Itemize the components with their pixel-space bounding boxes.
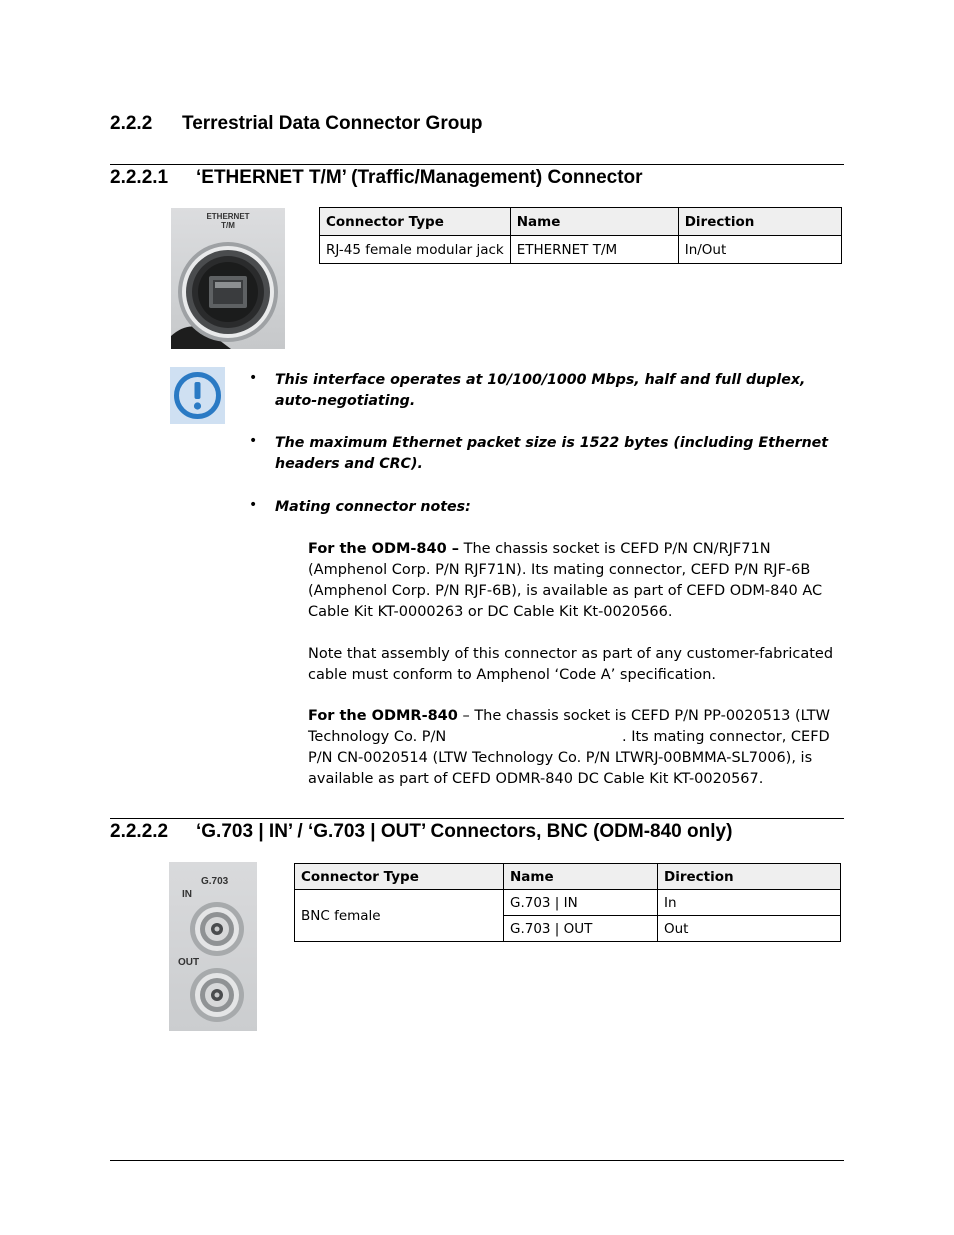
amphenol-note-paragraph [308,644,848,686]
table-header-row [320,208,842,236]
bnc-connector-photo [169,862,257,1031]
section-number: 2.2.2.2 [110,821,169,842]
table-cell: ETHERNET T/M [510,236,678,264]
section-heading-2-2-2-1 [110,167,643,189]
g703-connector-table [294,863,841,942]
table-row [295,890,841,916]
section-title: ‘G.703 | IN’ / ‘G.703 | OUT’ Connectors, BNC (ODM-840 only) [196,821,733,842]
section-heading-2-2-2-2 [110,821,732,843]
section-number: 2.2.2.1 [110,167,169,188]
note-bullet-3: Mating connector notes: [275,499,471,515]
paragraph-text: The chassis socket is CEFD P/N CN/RJF71N (Amphenol Corp. P/N RJF71N). Its mating connector, CEFD P/N RJF-6B (Amphenol Corp. P/N RJF-6B), is available as part of CEFD ODM-840 AC Cable Kit KT-0000263 or DC Cable Kit Kt-0020566. [308,541,823,620]
bnc-jack-icon [169,862,257,1031]
table-header-cell: Connector Type [295,864,504,890]
table-cell: In [658,890,841,916]
photo-label-out: OUT [178,957,200,968]
table-header-cell: Name [510,208,678,236]
table-header-cell: Connector Type [320,208,511,236]
paragraph-text: Technology Co. P/N [308,729,447,745]
paragraph-line: available as part of CEFD ODMR-840 DC Cable Kit KT-0020567. [308,771,764,787]
section-number: 2.2.2 [110,113,153,134]
paragraph-line: P/N CN-0020514 (LTW Technology Co. P/N LTWRJ-00BMMA-SL7006), is [308,750,813,766]
paragraph-lead: For the ODM-840 – [308,541,459,557]
section-rule [110,818,844,819]
table-cell: BNC female [295,890,504,942]
photo-label-in: IN [182,889,192,900]
odm-840-paragraph [308,539,848,623]
ethernet-connector-table [319,207,842,264]
ethernet-connector-photo [171,208,285,349]
note-bullet-2: The maximum Ethernet packet size is 1522 bytes (including Ethernet headers and CRC). [275,435,829,472]
photo-label-tm: T/M [221,221,235,230]
table-header-cell: Direction [658,864,841,890]
photo-label-ethernet: ETHERNET [206,212,250,221]
note-bullet-1: This interface operates at 10/100/1000 Mbps, half and full duplex, auto-negotiating. [275,372,806,409]
table-header-cell: Name [504,864,658,890]
bullet-marker: • [249,433,258,449]
table-cell: Out [658,916,841,942]
note-icon [170,367,225,424]
odmr-840-paragraph [308,706,848,790]
bullet-marker: • [249,370,258,386]
section-rule [110,164,844,165]
paragraph-text: Note that assembly of this connector as part of any customer-fabricated cable must conform to Amphenol ‘Code A’ specification. [308,646,834,683]
bullet-marker: • [249,497,258,513]
table-cell: In/Out [678,236,841,264]
paragraph-line [308,706,848,727]
photo-label-g703: G.703 [201,876,229,887]
paragraph-lead: For the ODMR-840 [308,708,458,724]
paragraph-text: – The chassis socket is CEFD P/N PP-0020513 (LTW [457,708,830,724]
table-header-row [295,864,841,890]
exclamation-circle-icon [170,367,225,424]
paragraph-text: . Its mating connector, CEFD [622,729,830,745]
table-cell: RJ-45 female modular jack [320,236,511,264]
section-title: ‘ETHERNET T/M’ (Traffic/Management) Connector [196,167,643,188]
footer-rule [110,1160,844,1161]
table-row [320,236,842,264]
paragraph-line [308,727,848,748]
table-cell: G.703 | IN [504,890,658,916]
section-title: Terrestrial Data Connector Group [182,113,483,134]
table-cell: G.703 | OUT [504,916,658,942]
section-heading-2-2-2 [110,113,483,135]
table-header-cell: Direction [678,208,841,236]
rj45-jack-icon [171,208,285,349]
